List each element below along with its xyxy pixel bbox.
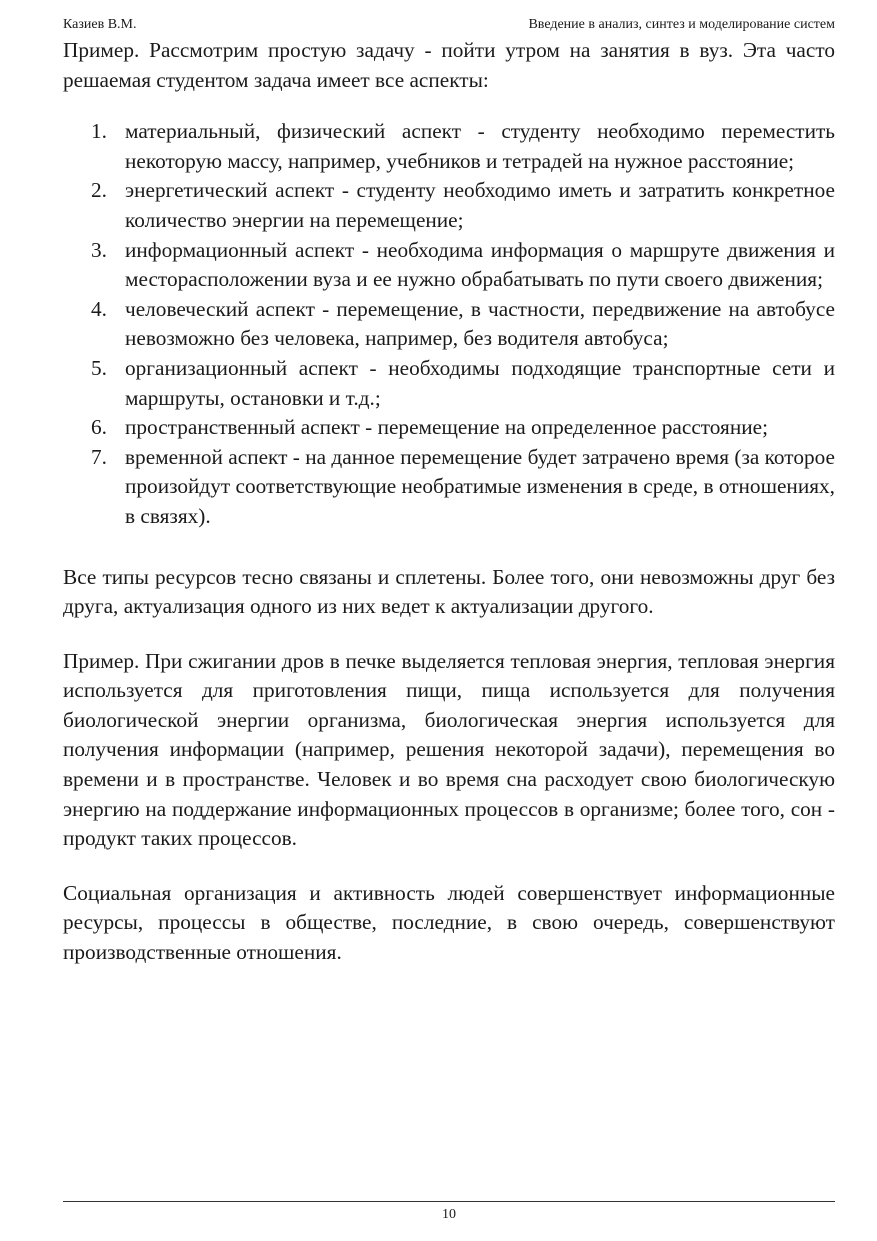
list-item	[63, 236, 835, 295]
fire-example-paragraph: Пример. При сжигании дров в печке выделяется тепловая энергия, тепловая энергия используется для приготовления пищи, пища используется для получения биологической энергии организма, биологическая энергия используется для получения информации (например, решения некоторой задачи), перемещения во времени и в пространстве. Человек и во время сна расходует свою биологическую энергию на поддержание информационных процессов в организме; более того, сон - продукт таких процессов.	[63, 648, 835, 851]
list-item	[63, 413, 835, 443]
header-author: Казиев В.М.	[63, 17, 137, 32]
page-content	[63, 16, 835, 968]
list-item-text: пространственный аспект - перемещение на определенное расстояние;	[125, 415, 769, 440]
list-item-number: 5.	[91, 355, 107, 380]
list-item-number: 4.	[91, 296, 107, 321]
list-item	[63, 443, 835, 532]
list-item-text: энергетический аспект - студенту необходимо иметь и затратить конкретное количество энергии на перемещение;	[125, 178, 835, 232]
list-item-number: 2.	[91, 178, 107, 203]
social-paragraph: Социальная организация и активность людей совершенствует информационные ресурсы, процессы в обществе, последние, в свою очередь, совершенствуют производственные отношения.	[63, 880, 835, 965]
list-item	[63, 354, 835, 413]
list-item-text: человеческий аспект - перемещение, в частности, передвижение на автобусе невозможно без человека, например, без водителя автобуса;	[125, 296, 835, 351]
intro-paragraph: Пример. Рассмотрим простую задачу - пойти утром на занятия в вуз. Эта часто решаемая студентом задача имеет все аспекты:	[63, 38, 835, 92]
list-item-text: материальный, физический аспект - студенту необходимо переместить некоторую массу, например, учебников и тетрадей на нужное расстояние;	[125, 119, 835, 173]
page-number: 10	[442, 1207, 456, 1222]
list-item-number: 6.	[91, 415, 107, 440]
list-item-number: 3.	[91, 237, 107, 262]
list-item	[63, 117, 835, 176]
list-item-text: информационный аспект - необходима информация о маршруте движения и месторасположении вуза и ее нужно обрабатывать по пути своего движения;	[125, 237, 835, 292]
list-item	[63, 176, 835, 235]
aspects-list	[63, 117, 835, 531]
list-item-text: временной аспект - на данное перемещение будет затрачено время (за которое произойдут соответствующие необратимые изменения в среде, в отношениях, в связях).	[125, 444, 835, 528]
resources-paragraph: Все типы ресурсов тесно связаны и сплетены. Более того, они невозможны друг без друга, актуализация одного из них ведет к актуализации другого.	[63, 564, 835, 619]
running-header	[63, 16, 835, 36]
list-item-text: организационный аспект - необходимы подходящие транспортные сети и маршруты, остановки и т.д.;	[125, 355, 835, 410]
page-footer	[63, 1201, 835, 1224]
list-item-number: 1.	[91, 119, 107, 144]
list-item-number: 7.	[91, 444, 107, 469]
list-item	[63, 295, 835, 354]
header-book-title: Введение в анализ, синтез и моделирование систем	[528, 17, 835, 32]
